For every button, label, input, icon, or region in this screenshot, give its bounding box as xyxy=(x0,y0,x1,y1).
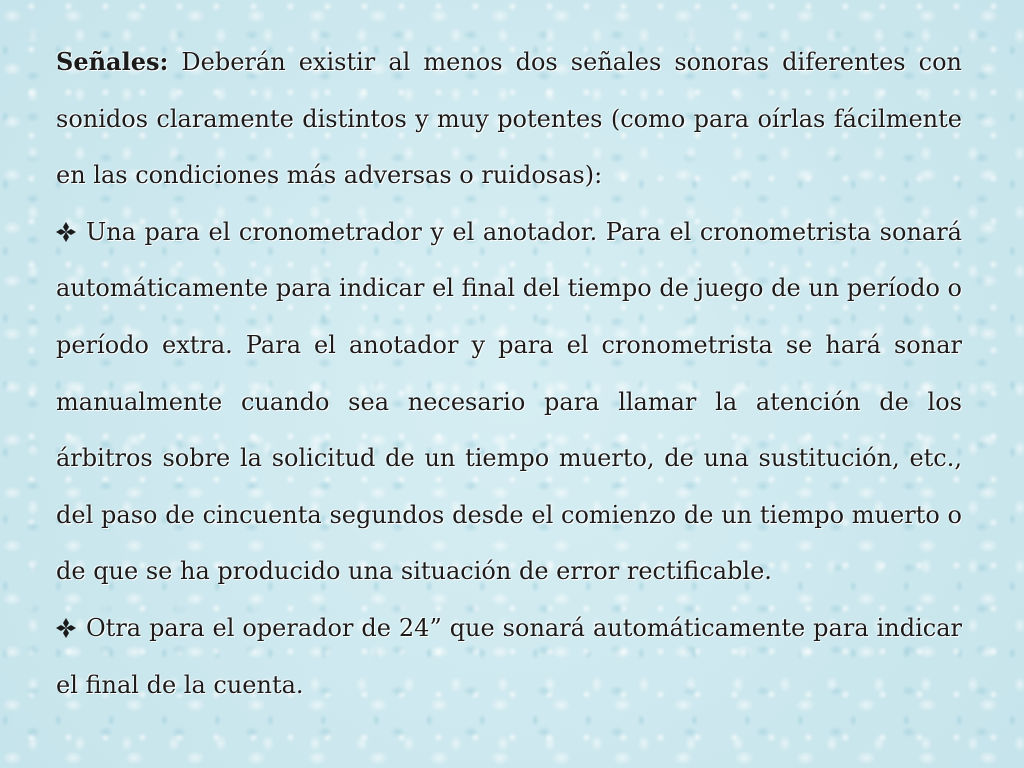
bullet-text: Una para el cronometrador y el anotador. Para el cronometrista sonará automáticamente para indicar el final del tiempo de juego de un período o período extra. Para el anotador y para el cronometrista se hará sonar manualmente cuando sea necesario para llamar la atención de los árbitros sobre la solicitud de un tiempo muerto, de una sustitución, etc., del paso de cincuenta segundos desde el comienzo de un tiempo muerto o de que se ha producido una situación de error rectificable. xyxy=(56,217,962,586)
intro-paragraph xyxy=(56,34,962,204)
intro-text: Deberán existir al menos dos señales sonoras diferentes con sonidos claramente distintos y muy potentes (como para oírlas fácilmente en las condiciones más adversas o ruidosas): xyxy=(56,48,962,190)
diamond-bullet-icon xyxy=(56,222,78,242)
bullet-item xyxy=(56,600,962,713)
bullet-item xyxy=(56,204,962,600)
slide-text-block xyxy=(56,34,962,713)
diamond-bullet-icon xyxy=(56,618,78,638)
bullet-text: Otra para el operador de 24” que sonará automáticamente para indicar el final de la cuenta. xyxy=(56,613,962,699)
section-heading: Señales: xyxy=(56,47,169,76)
